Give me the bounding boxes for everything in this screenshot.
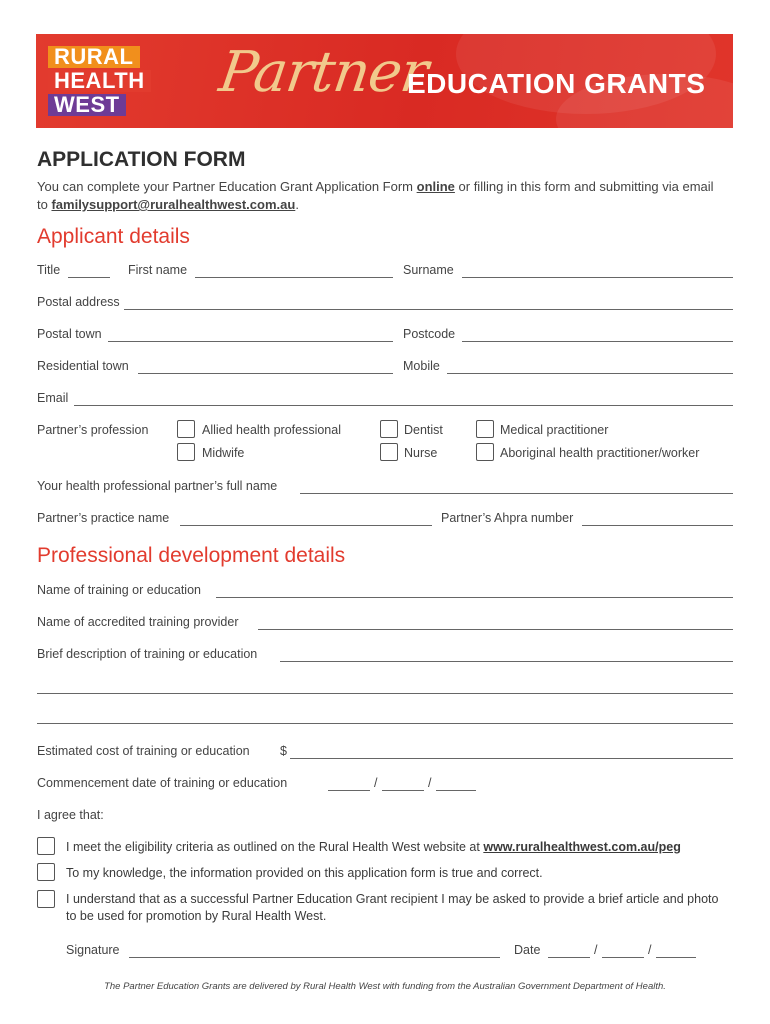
intro-text: You can complete your Partner Education Grant Application Form bbox=[37, 179, 417, 194]
first-name-label: First name bbox=[128, 263, 188, 277]
rural-health-west-logo bbox=[44, 42, 164, 122]
ahpra-number-label: Partner’s Ahpra number bbox=[441, 511, 574, 525]
signature-month-field[interactable] bbox=[602, 957, 644, 958]
practice-name-field[interactable] bbox=[180, 525, 432, 526]
logo-line-1: RURAL bbox=[48, 46, 140, 68]
dollar-sign: $ bbox=[280, 744, 287, 758]
online-link[interactable]: online bbox=[416, 179, 455, 194]
eligibility-checkbox[interactable] bbox=[37, 837, 55, 855]
date-separator: / bbox=[594, 943, 598, 957]
estimated-cost-field[interactable] bbox=[290, 758, 733, 759]
residential-town-label: Residential town bbox=[37, 359, 129, 373]
signature-field[interactable] bbox=[129, 957, 500, 958]
aboriginal-health-label: Aboriginal health practitioner/worker bbox=[500, 446, 700, 460]
signature-label: Signature bbox=[66, 943, 120, 957]
intro-text: or filling in this form and submitting via email to bbox=[37, 179, 714, 212]
partner-script-title: Partner bbox=[215, 40, 432, 105]
signature-day-field[interactable] bbox=[548, 957, 590, 958]
postal-town-field[interactable] bbox=[108, 341, 393, 342]
peg-website-link[interactable]: www.ruralhealthwest.com.au/peg bbox=[483, 840, 681, 854]
medical-practitioner-label: Medical practitioner bbox=[500, 423, 609, 437]
postal-address-label: Postal address bbox=[37, 295, 120, 309]
training-description-line-2[interactable] bbox=[37, 693, 733, 694]
eligibility-text: I meet the eligibility criteria as outlined on the Rural Health West website at bbox=[66, 840, 484, 854]
title-field[interactable] bbox=[68, 277, 110, 278]
medical-practitioner-checkbox[interactable] bbox=[476, 420, 494, 438]
banner-title: EDUCATION GRANTS bbox=[407, 68, 706, 99]
allied-health-label: Allied health professional bbox=[202, 423, 341, 437]
commencement-day-field[interactable] bbox=[328, 790, 370, 791]
commencement-month-field[interactable] bbox=[382, 790, 424, 791]
estimated-cost-label: Estimated cost of training or education bbox=[37, 744, 250, 758]
dentist-checkbox[interactable] bbox=[380, 420, 398, 438]
midwife-label: Midwife bbox=[202, 446, 245, 460]
practice-name-label: Partner’s practice name bbox=[37, 511, 170, 525]
header-banner bbox=[36, 34, 733, 128]
email-field[interactable] bbox=[74, 405, 733, 406]
training-description-line-3[interactable] bbox=[37, 723, 733, 724]
intro-paragraph bbox=[37, 178, 717, 214]
mobile-field[interactable] bbox=[447, 373, 733, 374]
email-link[interactable]: familysupport@ruralhealthwest.com.au bbox=[51, 197, 296, 212]
date-separator: / bbox=[428, 776, 432, 790]
promotion-consent-statement: I understand that as a successful Partner Education Grant recipient I may be asked to provide a brief article and photo to be used for promotion by Rural Health West. bbox=[66, 892, 719, 923]
allied-health-checkbox[interactable] bbox=[177, 420, 195, 438]
postal-address-field[interactable] bbox=[124, 309, 733, 310]
funding-footnote: The Partner Education Grants are delivered by Rural Health West with funding from the Australian Government Department of Health. bbox=[104, 981, 666, 992]
surname-field[interactable] bbox=[462, 277, 733, 278]
applicant-details-heading: Applicant details bbox=[37, 225, 190, 248]
date-separator: / bbox=[374, 776, 378, 790]
information-true-checkbox[interactable] bbox=[37, 863, 55, 881]
ahpra-number-field[interactable] bbox=[582, 525, 733, 526]
training-name-label: Name of training or education bbox=[37, 583, 201, 597]
date-label: Date bbox=[514, 943, 541, 957]
postcode-field[interactable] bbox=[462, 341, 733, 342]
date-separator: / bbox=[648, 943, 652, 957]
postal-town-label: Postal town bbox=[37, 327, 102, 341]
intro-text: . bbox=[295, 197, 299, 212]
promotion-consent-checkbox[interactable] bbox=[37, 890, 55, 908]
partner-full-name-label: Your health professional partner’s full name bbox=[37, 479, 278, 493]
logo-line-3: WEST bbox=[48, 94, 126, 116]
mobile-label: Mobile bbox=[403, 359, 440, 373]
aboriginal-health-checkbox[interactable] bbox=[476, 443, 494, 461]
first-name-field[interactable] bbox=[195, 277, 393, 278]
eligibility-statement bbox=[66, 839, 736, 856]
logo-line-2: HEALTH bbox=[48, 70, 151, 92]
training-provider-field[interactable] bbox=[258, 629, 733, 630]
training-description-field[interactable] bbox=[280, 661, 733, 662]
surname-label: Surname bbox=[403, 263, 454, 277]
nurse-checkbox[interactable] bbox=[380, 443, 398, 461]
agree-intro: I agree that: bbox=[37, 808, 104, 822]
dentist-label: Dentist bbox=[404, 423, 443, 437]
commencement-date-label: Commencement date of training or education bbox=[37, 776, 288, 790]
email-label: Email bbox=[37, 391, 69, 405]
training-name-field[interactable] bbox=[216, 597, 733, 598]
title-label: Title bbox=[37, 263, 61, 277]
nurse-label: Nurse bbox=[404, 446, 438, 460]
information-true-statement: To my knowledge, the information provided on this application form is true and correct. bbox=[66, 866, 543, 880]
partner-full-name-field[interactable] bbox=[300, 493, 733, 494]
training-provider-label: Name of accredited training provider bbox=[37, 615, 239, 629]
postcode-label: Postcode bbox=[403, 327, 456, 341]
midwife-checkbox[interactable] bbox=[177, 443, 195, 461]
professional-development-heading: Professional development details bbox=[37, 544, 346, 567]
profession-label: Partner’s profession bbox=[37, 423, 149, 437]
commencement-year-field[interactable] bbox=[436, 790, 476, 791]
form-title: APPLICATION FORM bbox=[37, 148, 246, 171]
signature-year-field[interactable] bbox=[656, 957, 696, 958]
residential-town-field[interactable] bbox=[138, 373, 393, 374]
training-description-label: Brief description of training or education bbox=[37, 647, 258, 661]
